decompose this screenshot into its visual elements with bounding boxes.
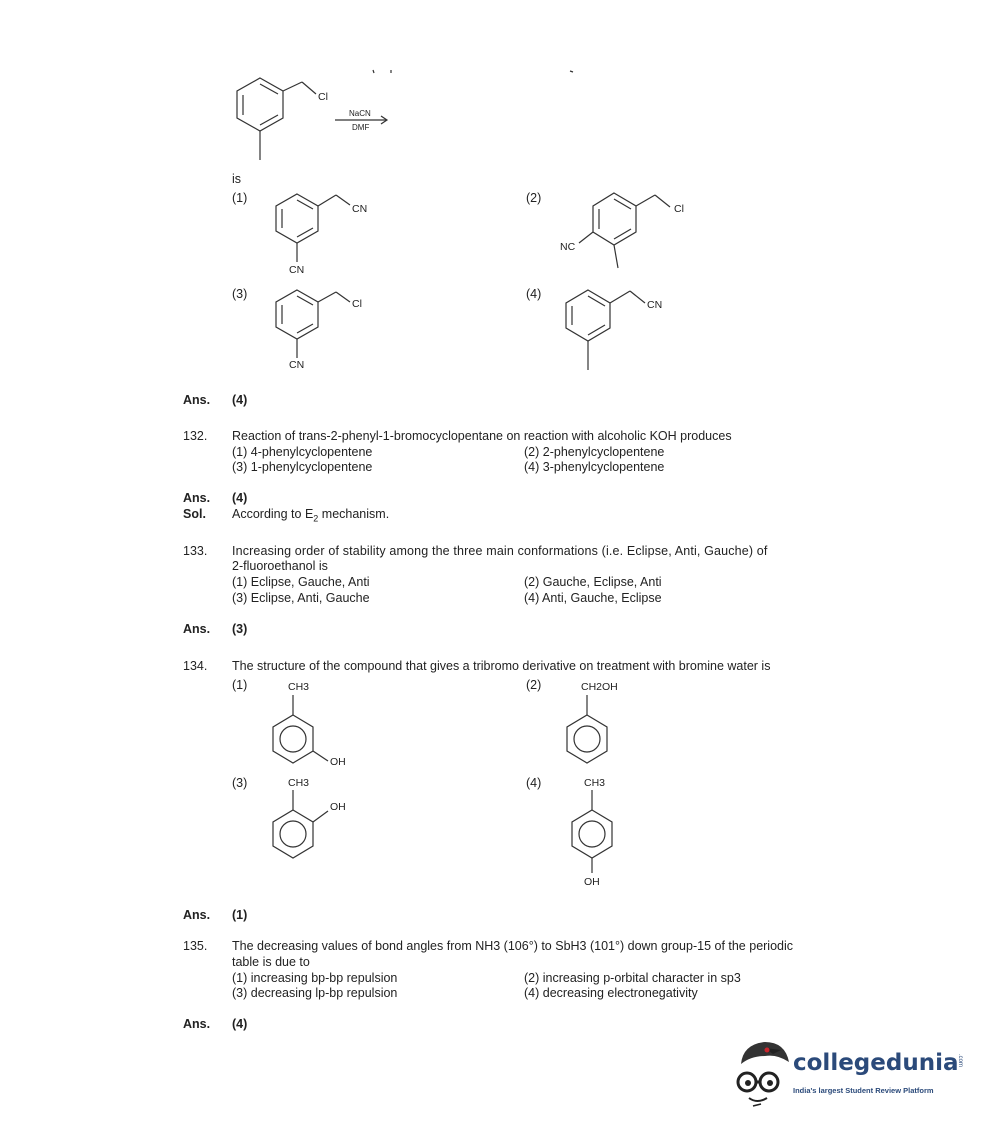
q132-option-4: (4) 3-phenylcyclopentene [524, 460, 665, 474]
q131-opt1-num: (1) [232, 191, 248, 205]
q135-ans-label: Ans. [183, 1017, 211, 1031]
logo-tagline: India's largest Student Review Platform [793, 1086, 934, 1095]
q135-number: 135. [183, 939, 208, 953]
q133-question-line1: Increasing order of stability among the three main conformations (i.e. Eclipse, Anti, Gauche) of [232, 544, 768, 558]
q134-number: 134. [183, 659, 208, 673]
q135-question-line2: table is due to [232, 955, 310, 969]
q134-opt4-oh: OH [584, 876, 600, 888]
q133-question-line2: 2-fluoroethanol is [232, 559, 328, 573]
opt1-cn-bottom: CN [289, 264, 305, 276]
opt3-cn: CN [289, 359, 305, 371]
q132-option-1: (1) 4-phenylcyclopentene [232, 445, 373, 459]
q135-option-3: (3) decreasing lp-bp repulsion [232, 986, 398, 1000]
q133-option-2: (2) Gauche, Eclipse, Anti [524, 575, 662, 589]
q131-opt3-num: (3) [232, 287, 248, 301]
q134-opt1-num: (1) [232, 678, 248, 692]
q134-opt4-ch3: CH3 [584, 777, 606, 789]
q135-question-line1: The decreasing values of bond angles from NH3 (106°) to SbH3 (101°) down group-15 of the periodic [232, 939, 794, 953]
q133-number: 133. [183, 544, 208, 558]
q132-ans-value: (4) [232, 491, 248, 505]
q131-structures [0, 0, 993, 380]
q135-ans-value: (4) [232, 1017, 248, 1031]
q133-option-4: (4) Anti, Gauche, Eclipse [524, 591, 662, 605]
q135-option-1: (1) increasing bp-bp repulsion [232, 971, 398, 985]
logo-dotcom: .com [957, 1054, 963, 1068]
q134-opt4-num: (4) [526, 776, 542, 790]
q131-opt4-num: (4) [526, 287, 542, 301]
q131-reactant-cl: Cl [318, 91, 328, 103]
reagent-dmf: DMF [352, 123, 370, 132]
q133-ans-value: (3) [232, 622, 248, 636]
opt4-cn: CN [647, 299, 663, 311]
q134-ans-label: Ans. [183, 908, 211, 922]
opt1-cn-side: CN [352, 203, 368, 215]
logo-wordmark: collegedunia [793, 1050, 959, 1076]
q135-option-4: (4) decreasing electronegativity [524, 986, 698, 1000]
q134-opt3-oh: OH [330, 801, 346, 813]
q131-opt2-num: (2) [526, 191, 542, 205]
q132-sol-label: Sol. [183, 507, 206, 521]
q134-opt3-num: (3) [232, 776, 248, 790]
q132-question: Reaction of trans-2-phenyl-1-bromocyclopentane on reaction with alcoholic KOH produces [232, 429, 732, 443]
opt2-nc: NC [560, 241, 576, 253]
q133-option-1: (1) Eclipse, Gauche, Anti [232, 575, 370, 589]
q133-option-3: (3) Eclipse, Anti, Gauche [232, 591, 370, 605]
q132-option-3: (3) 1-phenylcyclopentene [232, 460, 373, 474]
mascot-icon [735, 1038, 793, 1110]
q132-option-2: (2) 2-phenylcyclopentene [524, 445, 665, 459]
q132-solution: According to $E_2$ mechanism. [232, 507, 390, 524]
q132-number: 132. [183, 429, 208, 443]
q134-opt3-ch3: CH3 [288, 777, 310, 789]
q134-opt1-oh: OH [330, 756, 346, 768]
q134-question: The structure of the compound that gives a tribromo derivative on treatment with bromine water is [232, 659, 771, 673]
opt3-cl: Cl [352, 298, 362, 310]
q134-opt2-ch2oh: CH2OH [581, 681, 618, 693]
q131-is: is [232, 172, 242, 186]
q134-structures [0, 670, 993, 900]
collegedunia-logo[interactable] [735, 1038, 965, 1110]
q132-ans-label: Ans. [183, 491, 211, 505]
reagent-nacn: NaCN [349, 109, 371, 118]
opt2-cl: Cl [674, 203, 684, 215]
q135-option-2: (2) increasing p-orbital character in sp3 [524, 971, 741, 985]
q133-ans-label: Ans. [183, 622, 211, 636]
q134-opt2-num: (2) [526, 678, 542, 692]
q134-opt1-ch3: CH3 [288, 681, 310, 693]
q131-ans-label: Ans. [183, 393, 211, 407]
q131-ans-value: (4) [232, 393, 248, 407]
q134-ans-value: (1) [232, 908, 248, 922]
